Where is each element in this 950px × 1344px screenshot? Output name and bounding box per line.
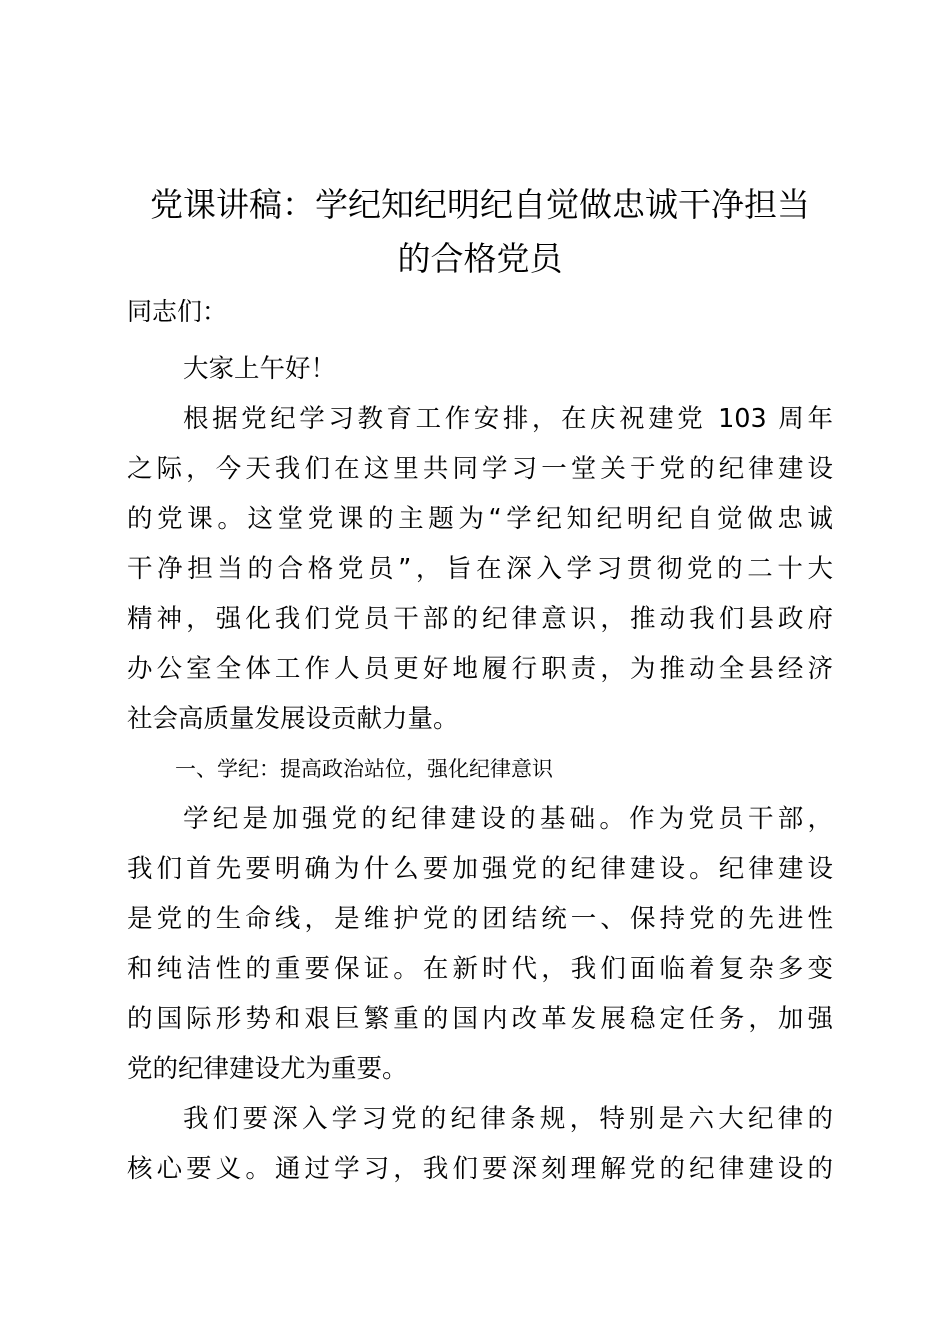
body-paragraph (127, 794, 833, 1094)
greeting-paragraph (127, 344, 833, 394)
paragraph-line: 之际，今天我们在这里共同学习一堂关于党的纪律建设 (127, 454, 833, 484)
paragraph-line: 根据党纪学习教育工作安排，在庆祝建党 103 周年 (183, 404, 833, 434)
paragraph-line: 我们首先要明确为什么要加强党的纪律建设。纪律建设 (127, 854, 833, 884)
intro-paragraph (127, 394, 833, 744)
paragraph-line: 精神，强化我们党员干部的纪律意识，推动我们县政府 (127, 604, 833, 634)
paragraph-line: 大家上午好！ (183, 354, 337, 384)
paragraph-line: 干净担当的合格党员”，旨在深入学习贯彻党的二十大 (127, 554, 833, 584)
section-heading: 一、学纪：提高政治站位，强化纪律意识 (175, 757, 553, 781)
salutation: 同志们： (127, 297, 228, 326)
paragraph-line: 是党的生命线，是维护党的团结统一、保持党的先进性 (127, 904, 833, 934)
title-line: 党课讲稿：学纪知纪明纪自觉做忠诚干净担当 (150, 185, 810, 224)
paragraph-line: 的国际形势和艰巨繁重的国内改革发展稳定任务，加强 (127, 1004, 833, 1034)
title-line: 的合格党员 (397, 239, 563, 278)
document-body (127, 178, 833, 1194)
paragraph-line: 核心要义。通过学习，我们要深刻理解党的纪律建设的 (127, 1154, 833, 1184)
body-paragraph (127, 1094, 833, 1194)
paragraph-line: 和纯洁性的重要保证。在新时代，我们面临着复杂多变 (127, 954, 833, 984)
paragraph-line: 学纪是加强党的纪律建设的基础。作为党员干部， (183, 804, 833, 834)
paragraph-line: 党的纪律建设尤为重要。 (127, 1054, 408, 1084)
paragraph-line: 社会高质量发展设贡献力量。 (127, 704, 459, 734)
paragraph-line: 办公室全体工作人员更好地履行职责，为推动全县经济 (127, 654, 833, 684)
paragraph-line: 我们要深入学习党的纪律条规，特别是六大纪律的 (183, 1104, 833, 1134)
document-title (127, 178, 833, 286)
paragraph-line: 的党课。这堂党课的主题为“学纪知纪明纪自觉做忠诚 (127, 504, 833, 534)
